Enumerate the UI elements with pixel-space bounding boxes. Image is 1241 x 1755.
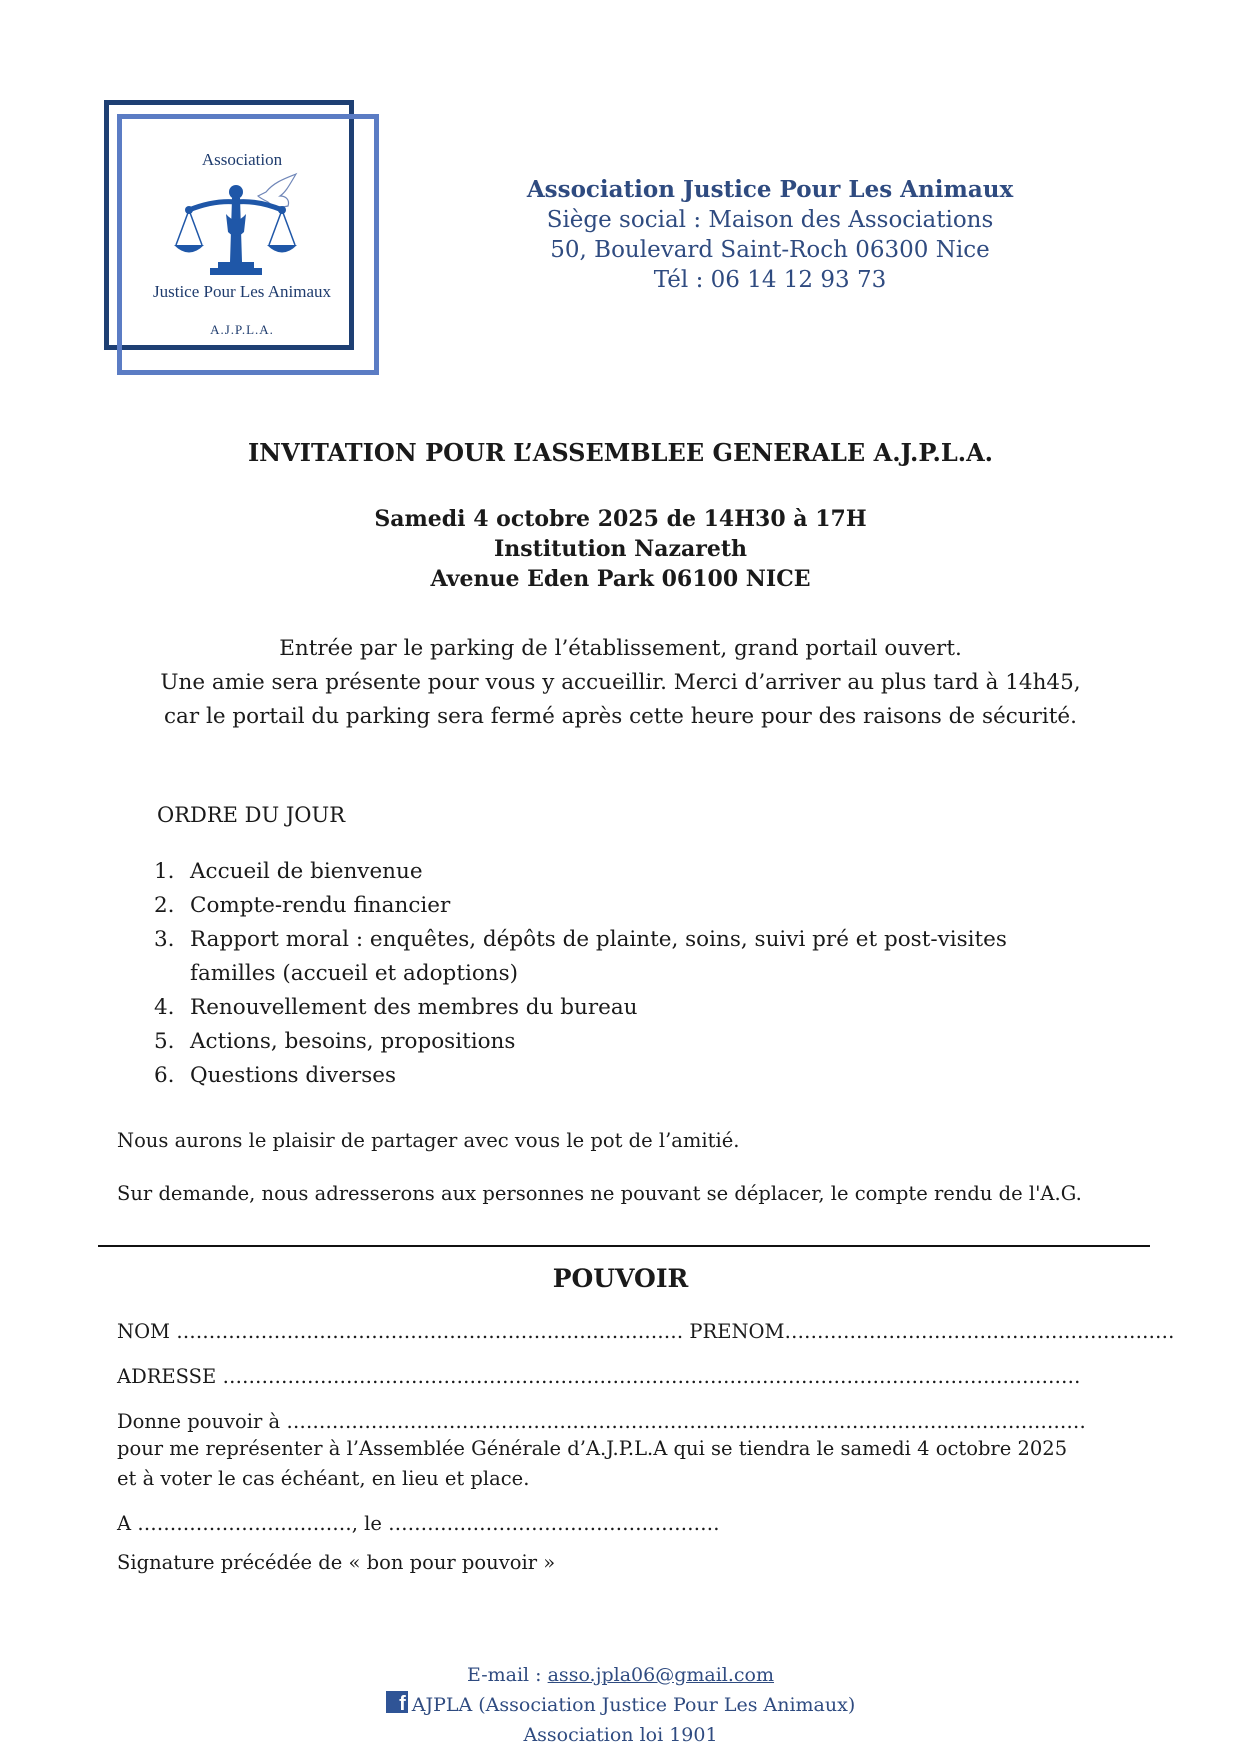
agenda-item: [150, 991, 1050, 1025]
access-instructions: [0, 632, 1241, 734]
facebook-icon[interactable]: f: [386, 1691, 408, 1713]
proxy-holder-field-line[interactable]: Donne pouvoir à ……………………………………………………………………………………………………………: [117, 1410, 1086, 1433]
agenda-item-text: Compte-rendu financier: [190, 893, 451, 918]
headquarters-line: Siège social : Maison des Associations: [546, 207, 994, 233]
agenda-item-text: Questions diverses: [190, 1063, 396, 1088]
agenda-item: [150, 923, 1040, 991]
email-link[interactable]: asso.jpla06@gmail.com: [547, 1664, 775, 1686]
name-field-line[interactable]: NOM …………………………………………………………………… PRENOM……………………………………………………: [117, 1320, 1175, 1343]
address-field-line[interactable]: ADRESSE ……………………………………………………………………………………………………………………: [117, 1365, 1081, 1388]
association-logo: [104, 100, 379, 375]
agenda-item: [150, 1059, 1050, 1093]
proxy-title: POUVOIR: [552, 1264, 689, 1293]
signature-field-line[interactable]: Signature précédée de « bon pour pouvoir »: [117, 1551, 556, 1574]
agenda-item-number: 3.: [154, 927, 175, 952]
event-details: [0, 504, 1241, 594]
agenda-item-number: 1.: [154, 859, 175, 884]
facebook-page-name[interactable]: AJPLA (Association Justice Pour Les Animaux): [411, 1694, 856, 1716]
phone-line: Tél : 06 14 12 93 73: [653, 267, 887, 293]
agenda-item-number: 6.: [154, 1063, 175, 1088]
agenda-item-text: Renouvellement des membres du bureau: [190, 995, 638, 1020]
balance-scale-icon: [174, 170, 314, 282]
email-line: [0, 1660, 1241, 1690]
event-date: Samedi 4 octobre 2025 de 14H30 à 17H: [374, 506, 867, 532]
facebook-line: [0, 1690, 1241, 1720]
address-line: 50, Boulevard Saint-Roch 06300 Nice: [550, 237, 990, 263]
legal-status: Association loi 1901: [523, 1724, 718, 1746]
logo-bottom-text: Justice Pour Les Animaux: [152, 282, 331, 301]
access-line: Une amie sera présente pour vous y accueillir. Merci d’arriver au plus tard à 14h45,: [160, 670, 1081, 695]
logo-top-text: Association: [201, 150, 283, 169]
logo-initials: A.J.P.L.A.: [210, 322, 274, 337]
page-footer: [0, 1660, 1241, 1750]
agenda-item-number: 4.: [154, 995, 175, 1020]
agenda-item-number: 5.: [154, 1029, 175, 1054]
agenda-item-number: 2.: [154, 893, 175, 918]
friendship-drink-note: Nous aurons le plaisir de partager avec vous le pot de l’amitié.: [117, 1129, 740, 1152]
agenda-item: [150, 855, 1050, 889]
agenda-item-text: Actions, besoins, propositions: [190, 1029, 516, 1054]
event-address: Avenue Eden Park 06100 NICE: [430, 566, 811, 592]
invitation-title: INVITATION POUR L’ASSEMBLEE GENERALE A.J.P.L.A.: [247, 438, 994, 467]
agenda-item-text: Accueil de bienvenue: [190, 859, 423, 884]
organization-header: [500, 175, 1040, 295]
proxy-statement-continued: et à voter le cas échéant, en lieu et place.: [117, 1467, 530, 1490]
organization-name: Association Justice Pour Les Animaux: [526, 176, 1014, 203]
agenda-heading: ORDRE DU JOUR: [157, 803, 346, 827]
place-date-field-line[interactable]: A ……………………………, le ……………………………………………: [117, 1512, 720, 1535]
agenda-list: [150, 855, 1050, 1093]
access-line: Entrée par le parking de l’établissement, grand portail ouvert.: [279, 636, 962, 661]
agenda-item-text: Rapport moral : enquêtes, dépôts de plainte, soins, suivi pré et post-visites familles (accueil et adoptions): [190, 927, 1007, 986]
section-divider: [98, 1245, 1150, 1247]
proxy-statement: pour me représenter à l’Assemblée Générale d’A.J.P.L.A qui se tiendra le samedi 4 octobre 2025: [117, 1437, 1068, 1460]
event-venue: Institution Nazareth: [493, 536, 748, 562]
email-label: E-mail :: [466, 1664, 548, 1686]
report-request-note: Sur demande, nous adresserons aux personnes ne pouvant se déplacer, le compte rendu de l'A.G.: [117, 1182, 1082, 1205]
agenda-item: [150, 1025, 1050, 1059]
agenda-item: [150, 889, 1050, 923]
access-line: car le portail du parking sera fermé après cette heure pour des raisons de sécurité.: [164, 704, 1077, 729]
